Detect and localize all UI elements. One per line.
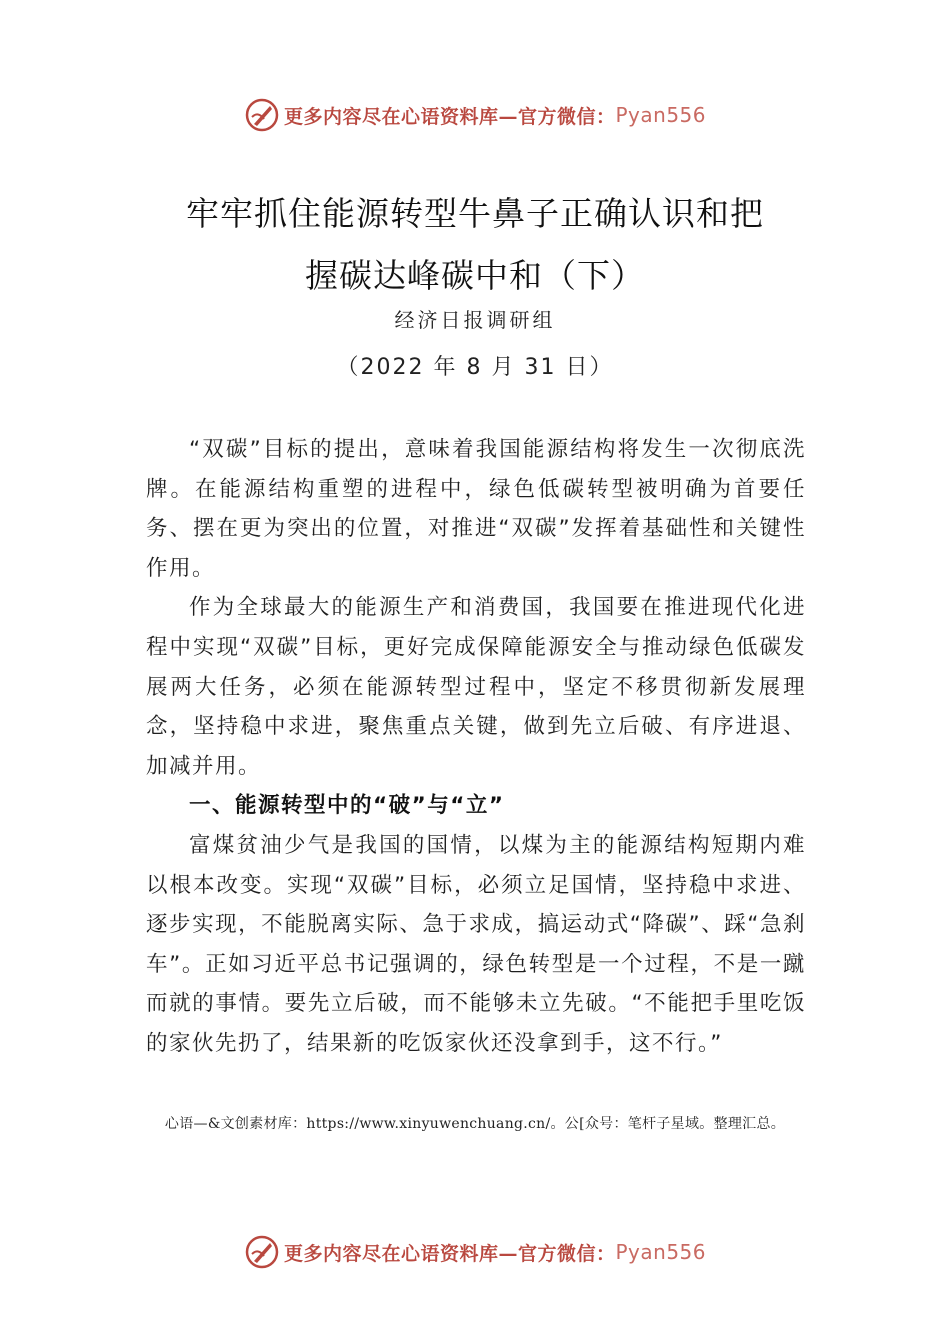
article-date: （2022 年 8 月 31 日） xyxy=(336,355,614,380)
section-heading: 一、能源转型中的“破”与“立” xyxy=(189,793,505,819)
watermark-text: 更多内容尽在心语资料库— xyxy=(283,1242,518,1265)
paragraph: “双碳”目标的提出，意味着我国能源结构将发生一次彻底洗牌。在能源结构重塑的进程中，绿色低碳转型被明确为首要任务、摆在更为突出的位置，对推进“双碳”发挥着基础性和关键性作用。 xyxy=(146,437,806,581)
article-author: 经济日报调研组 xyxy=(394,308,556,332)
watermark-wechat-label: 官方微信： xyxy=(517,1242,616,1265)
watermark-banner-bottom xyxy=(0,1232,950,1272)
watermark-text: 更多内容尽在心语资料库— xyxy=(283,105,518,128)
watermark-banner-top xyxy=(0,95,950,135)
paragraph: 富煤贫油少气是我国的国情，以煤为主的能源结构短期内难以根本改变。实现“双碳”目标，必须立足国情，坚持稳中求进、逐步实现，不能脱离实际、急于求成，搞运动式“降碳”、踩“急刹车”。正如习近平总书记强调的，绿色转型是一个过程，不是一蹴而就的事情。要先立后破，而不能够未立先破。“不能把手里吃饭的家伙先扔了，结果新的吃饭家伙还没拿到手，这不行。” xyxy=(146,832,806,1056)
watermark-wechat-id: Pyan556 xyxy=(615,1240,707,1264)
watermark-wechat-id: Pyan556 xyxy=(615,103,707,127)
watermark-wechat-label: 官方微信： xyxy=(517,105,616,128)
quill-logo-icon xyxy=(244,97,280,133)
article-title-line1: 牢牢抓住能源转型牛鼻子正确认识和把 xyxy=(186,194,764,233)
quill-logo-icon xyxy=(244,1234,280,1270)
article-title-line2: 握碳达峰碳中和（下） xyxy=(305,256,645,295)
article-body xyxy=(146,430,806,1064)
paragraph: 作为全球最大的能源生产和消费国，我国要在推进现代化进程中实现“双碳”目标，更好完成保障能源安全与推动绿色低碳发展两大任务，必须在能源转型过程中，坚定不移贯彻新发展理念，坚持稳中求进，聚焦重点关键，做到先立后破、有序进退、加减并用。 xyxy=(146,595,806,779)
source-footnote: 心语—&文创素材库：https://www.xinyuwenchuang.cn/。公[众号：笔杆子星域。整理汇总。 xyxy=(164,1116,786,1132)
